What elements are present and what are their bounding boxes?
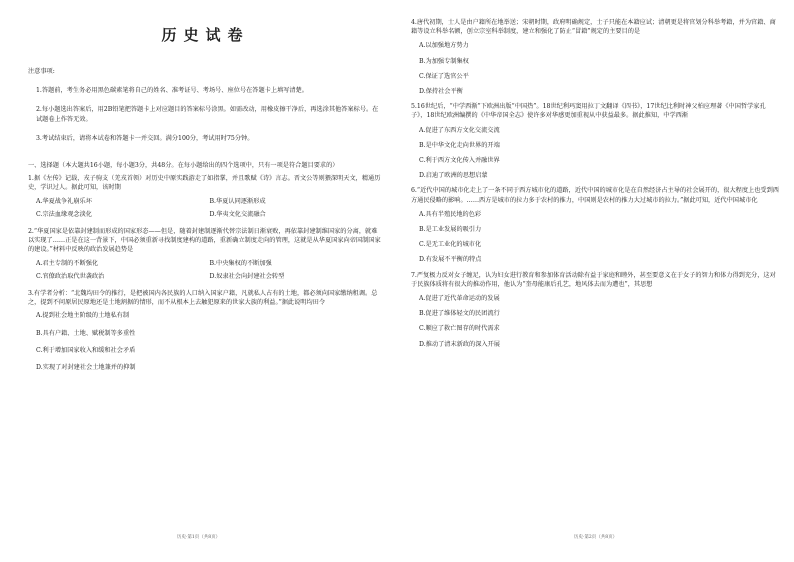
answer-option: D.有发展不平衡的特点 <box>419 256 482 264</box>
answer-option: C.顺应了救亡图存的时代需求 <box>419 325 500 333</box>
answer-option: C.宗法血缘观念淡化 <box>36 210 92 218</box>
answer-option: A.华夏战争礼崩乐坏 <box>36 197 92 205</box>
option-list <box>411 294 780 349</box>
answer-option: D.奴隶社会向封建社会转型 <box>209 272 285 280</box>
notice-item: 2.每小题选出答案后，用2B铅笔把答题卡上对应题目的答案标号涂黑。如需改动，用橡皮擦干净后，再选涂其他答案标号。在试题卷上作答无效。 <box>36 106 379 123</box>
question <box>411 102 780 180</box>
option-list <box>411 41 780 96</box>
answer-option: B.是中华文化走向世界的开端 <box>419 141 500 149</box>
question-list-left <box>28 174 383 372</box>
question <box>28 289 383 372</box>
question-list-right <box>411 18 780 349</box>
answer-option: A.以加强地方势力 <box>419 42 469 50</box>
question-stem: 7.严复极力反对女子缠足，认为妇女进行教育和参加体育活动除有益于家庭和睦外，甚至要意义在于女子的智力和体力得到充分，这对于民族体质将有很大的推动作用，他认为“奎母能康后孔艺，地风体去而为遭也”，其思想 <box>411 271 776 288</box>
answer-option: B.中央集权的不断加强 <box>209 259 272 267</box>
answer-option: C.利于西方文化传入并融世界 <box>419 157 500 165</box>
question <box>411 18 780 96</box>
notice-heading: 注意事项: <box>28 68 55 75</box>
page-right <box>397 0 794 562</box>
answer-option: A.君主专制的不断强化 <box>36 259 99 267</box>
question <box>411 271 780 349</box>
question-stem: 5.16世纪后，“中学西渐”下欧洲出版“中国热”。18世纪利玛窦用拉丁文翻译《四书》，17世纪比利时神父柏应理著《中国哲学家孔子》，18世纪欧洲编撰的《中华帝国全志》使许多对华感更加重视从中获益最多。据此推知，中学西渐 <box>411 103 766 120</box>
question-stem: 6.“近代中国的城市化走上了一条不同于西方城市化的道路，近代中国的城市化是在自然经济占主导的社会展开的，很大程度上也受到西方通民侵略的影响。……西方是城市的拉力多于农村的推力，中国则是农村的推力大过城市的拉力。”据此可知，近代中国城市化 <box>411 187 779 204</box>
question <box>411 186 780 264</box>
option-list <box>28 197 383 223</box>
option-list <box>28 259 383 285</box>
answer-option: B.是工业发展的吸引力 <box>419 226 482 234</box>
answer-option: D.实现了对封建社会土地兼并的抑制 <box>36 364 136 372</box>
answer-option: D.启迪了欧洲的思想启蒙 <box>419 172 488 180</box>
page-footer-left: 历史·第1页（共8页） <box>176 535 221 540</box>
question-stem: 2.“华夏国家是依靠封建制而形成的国家形态——但是，随着封建制逐渐代替宗法制日渐衰败，再依靠封建制维国家的分离，就难以实现了……正是在这一背景下，中国必须重新寻找制度建构的道路，重新确立制度走向的管理，这就是从华夏国家向帝国制国家的建设。”材料中反映的政治发展趋势是 <box>28 228 381 254</box>
answer-option: B.为加强专制集权 <box>419 57 469 65</box>
notice <box>28 67 383 143</box>
answer-option: D.保持社会平衡 <box>419 88 463 96</box>
answer-option: A.提到社会地主阶级的土地私有制 <box>36 312 130 320</box>
answer-option: B.华夏认同逐渐形成 <box>209 197 266 205</box>
question-stem: 3.有学者分析：“北魏均田令的推行，是把被国内各民族的人口纳入国家户籍，凡就私人占有的土地，都必须向国家缴纳租调。总之，提到不问原居民原地还是土地割据的情形，而不从根本上去触犯原来的世家大族的利益。”据此说明均田令 <box>28 290 378 307</box>
page-title: 历史试卷 <box>161 26 250 44</box>
option-list <box>411 210 780 265</box>
answer-option: A.具有半殖民地的色彩 <box>419 210 482 218</box>
section-heading: 一、选择题（本大题共16小题，每小题3分，共48分。在每小题给出的四个选项中，只有一项是符合题目要求的） <box>28 162 339 170</box>
question-stem: 4.唐代初期，士人是由户籍所在地举送；宋朝时期，政府明确规定，士子只能在本籍应试；清朝更是将官划分科举考籍，并为官籍、商籍等设立科举名额，创立宗室科举制度，建立和强化了防止“冒籍”规定的主要目的是 <box>411 19 776 36</box>
answer-option: B.促进了维体轻文的民团流行 <box>419 310 500 318</box>
notice-item: 1.答题前，考生务必用黑色碳素笔将自己的姓名、准考证号、考场号、座位号在答题卡上填写清楚。 <box>36 87 308 95</box>
answer-option: C.官僚政治取代世袭政治 <box>36 272 105 280</box>
answer-option: C.利于增加国家收入和缓和社会矛盾 <box>36 346 136 354</box>
notice-item: 3.考试结束后，请将本试卷和答题卡一并交回。满分100分，考试用时75分钟。 <box>36 134 254 142</box>
answer-option: A.促进了东西方文化交流交流 <box>419 126 500 134</box>
answer-option: D.推动了清末新政的深入开展 <box>419 340 500 348</box>
answer-option: A.促进了近代革命运动的发展 <box>419 295 500 303</box>
answer-option: D.华夷文化交流融合 <box>209 210 266 218</box>
question-stem: 1.据《左传》记载，戎子驹支（羌戎首领）对历史中原实践游走了如指掌，并且歌赋《诗》言志。晋文公等则猥深明天文，精通历史，学识过人。据此可知，该时期 <box>28 175 381 192</box>
question <box>28 227 383 285</box>
page-footer-right: 历史·第2页（共8页） <box>573 535 618 540</box>
question <box>28 174 383 223</box>
option-list <box>411 126 780 181</box>
answer-option: B.具有户籍、土地、赋税制等多重性 <box>36 329 136 337</box>
option-list <box>28 311 383 372</box>
answer-option: C.保证了选官公平 <box>419 72 469 80</box>
answer-option: C.是无工业化的城市化 <box>419 241 482 249</box>
